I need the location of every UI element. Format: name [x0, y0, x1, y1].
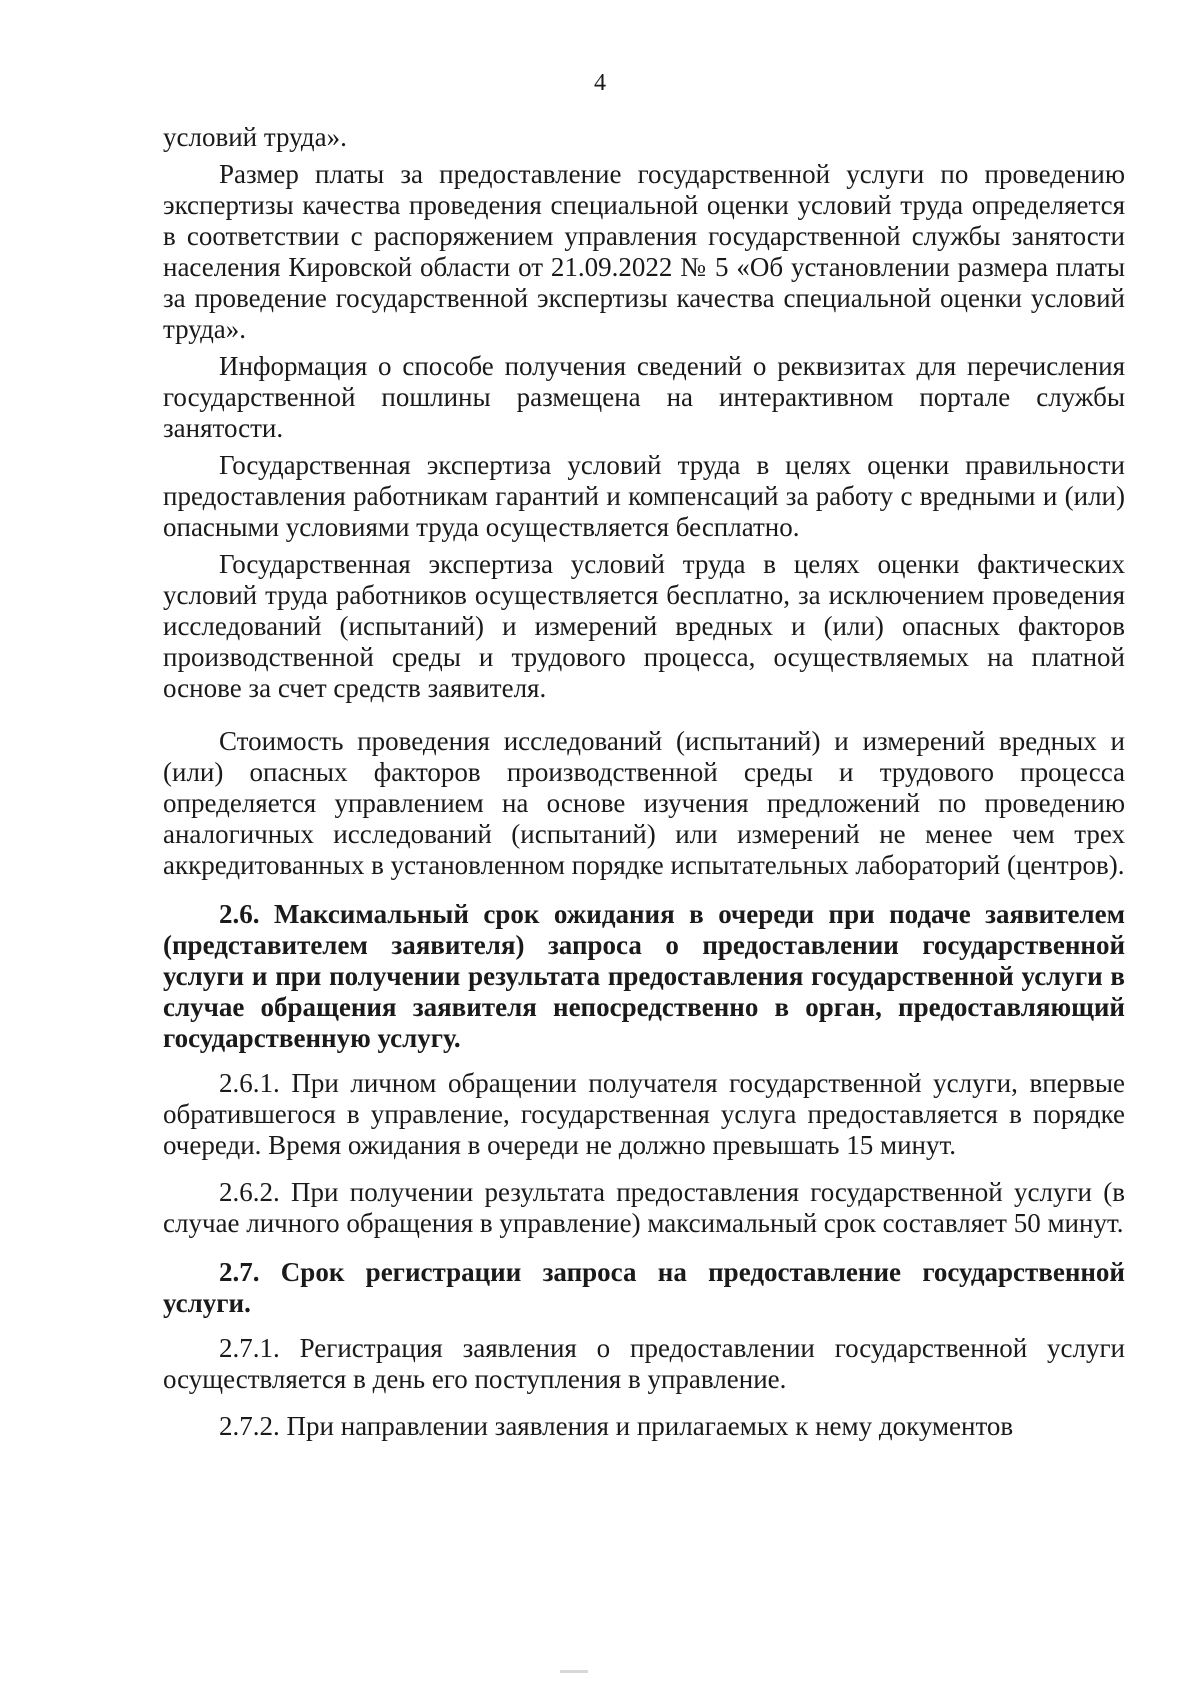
- page-number: 4: [594, 70, 606, 96]
- document-body: [163, 122, 1125, 1442]
- paragraph-research-cost: Стоимость проведения исследований (испытаний) и измерений вредных и (или) опасных факторов производственной среды и трудового процесса определяется управлением на основе изучения предложений по проведению аналогичных исследований (испытаний) или измерений не менее чем трех аккредитованных в установленном порядке испытательных лабораторий (центров).: [163, 726, 1125, 880]
- paragraph-2-6-1: 2.6.1. При личном обращении получателя государственной услуги, впервые обратившегося в управление, государственная услуга предоставляется в порядке очереди. Время ожидания в очереди не должно превышать 15 минут.: [163, 1068, 1125, 1160]
- paragraph-2-6-2: 2.6.2. При получении результата предоставления государственной услуги (в случае личного обращения в управление) максимальный срок составляет 50 минут.: [163, 1177, 1125, 1238]
- paragraph-2-7-1: 2.7.1. Регистрация заявления о предоставлении государственной услуги осуществляется в день его поступления в управление.: [163, 1333, 1125, 1394]
- paragraph-payment-info: Информация о способе получения сведений о реквизитах для перечисления государственной пошлины размещена на интерактивном портале службы занятости.: [163, 351, 1125, 443]
- paragraph-2-7-2: 2.7.2. При направлении заявления и прилагаемых к нему документов: [219, 1411, 1014, 1441]
- section-heading-2-6: 2.6. Максимальный срок ожидания в очереди при подаче заявителем (представителем заявителя) запроса о предоставлении государственной услуги и при получении результата предоставления государственной услуги в случае обращения заявителя непосредственно в орган, предоставляющий государственную услугу.: [163, 899, 1125, 1053]
- paragraph-free-expertise-guarantees: Государственная экспертиза условий труда в целях оценки правильности предоставления работникам гарантий и компенсаций за работу с вредными и (или) опасными условиями труда осуществляется бесплатно.: [163, 450, 1125, 542]
- paragraph-continuation: условий труда».: [163, 122, 347, 152]
- paragraph-fee-amount: Размер платы за предоставление государственной услуги по проведению экспертизы качества проведения специальной оценки условий труда определяется в соответствии с распоряжением управления государственной службы занятости населения Кировской области от 21.09.2022 № 5 «Об установлении размера платы за проведение государственной экспертизы качества специальной оценки условий труда».: [163, 159, 1125, 344]
- section-heading-2-7: 2.7. Срок регистрации запроса на предоставление государственной услуги.: [163, 1257, 1125, 1318]
- scan-artifact: [560, 1670, 588, 1673]
- paragraph-free-expertise-actual-conditions: Государственная экспертиза условий труда в целях оценки фактических условий труда работников осуществляется бесплатно, за исключением проведения исследований (испытаний) и измерений вредных и (или) опасных факторов производственной среды и трудового процесса, осуществляемых на платной основе за счет средств заявителя.: [163, 549, 1125, 703]
